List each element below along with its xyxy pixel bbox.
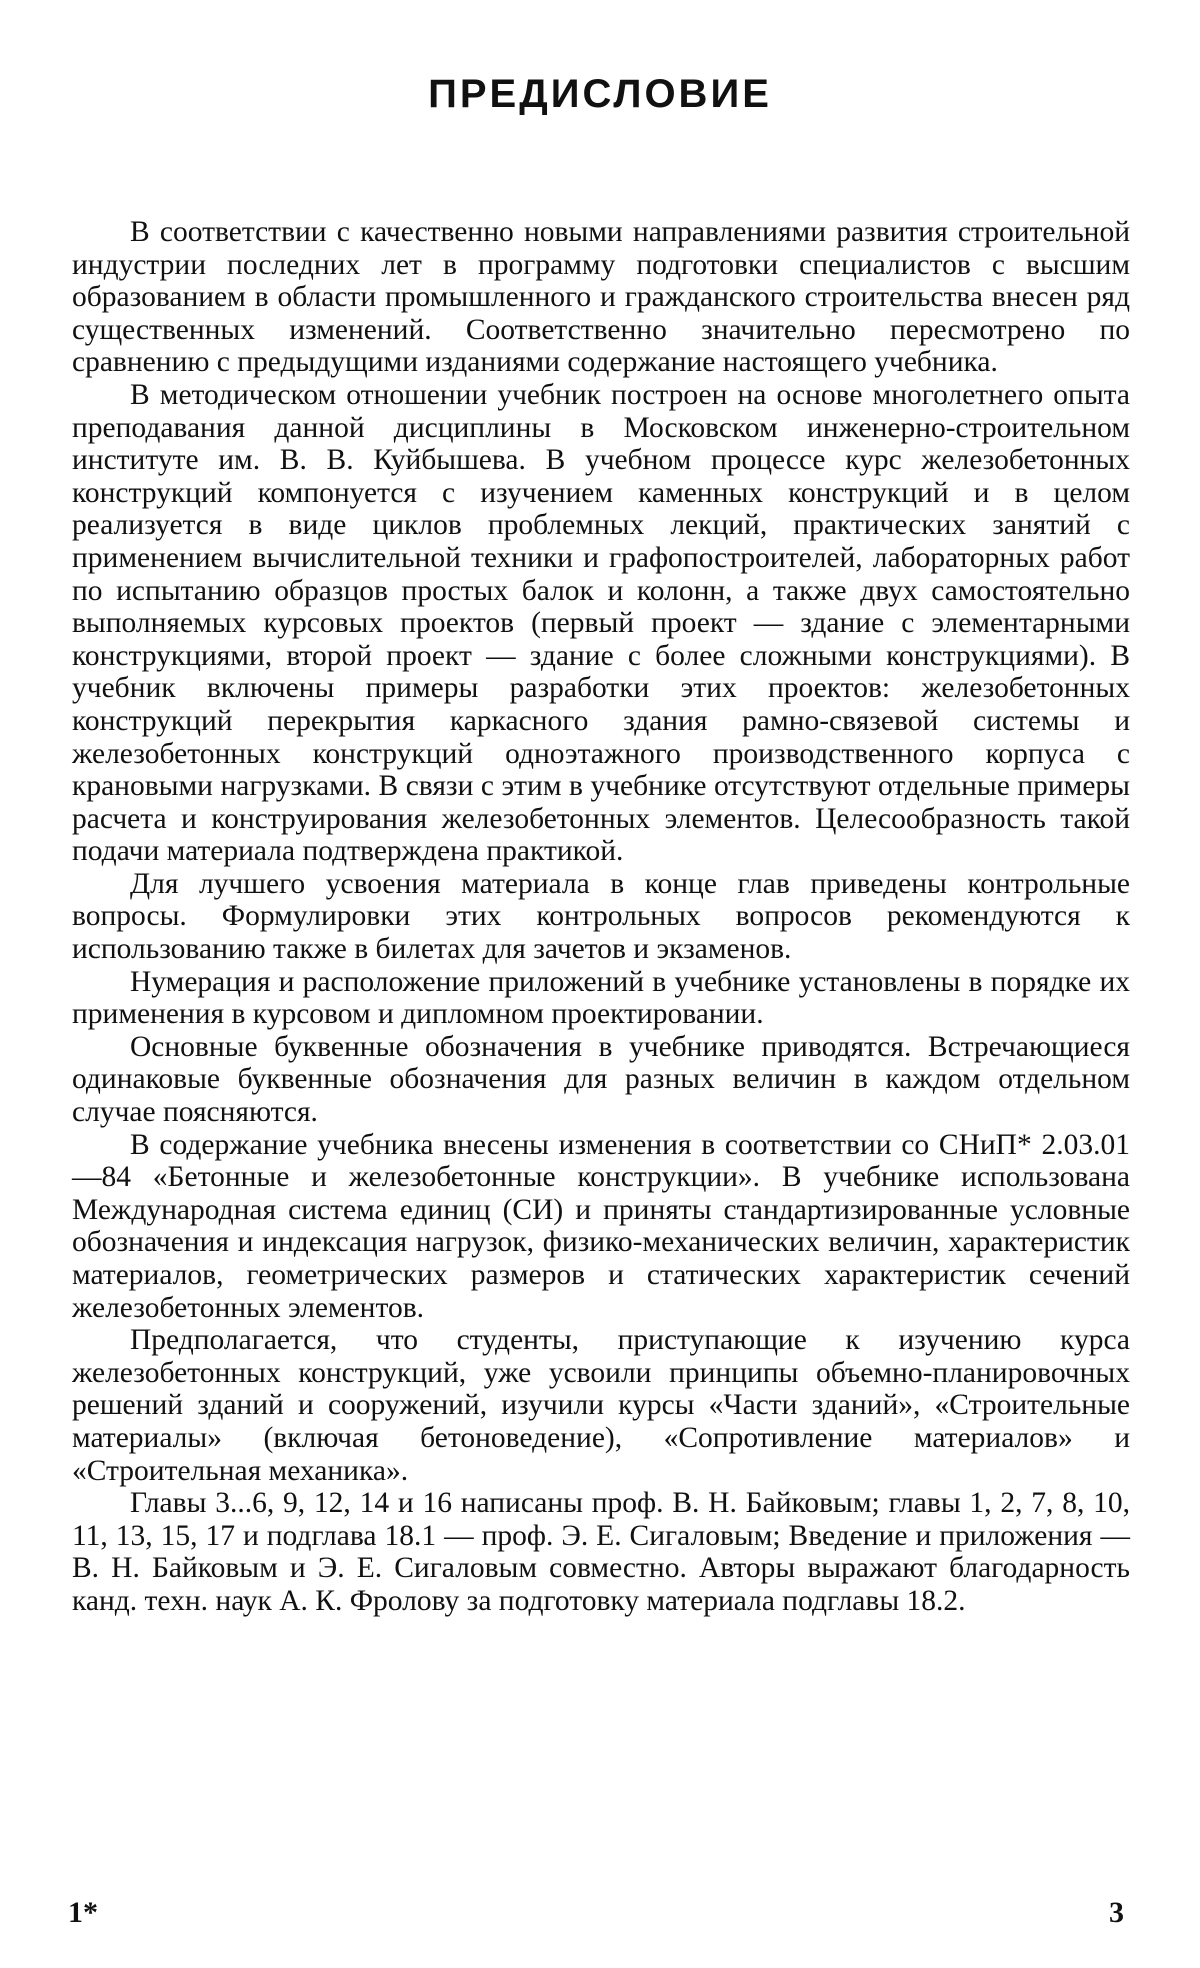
paragraph: В соответствии с качественно новыми направлениями развития строительной индустрии последних лет в программу подготовки специалистов с высшим образованием в области промышленного и гражданского строительства внесен ряд существенных изменений. Соответственно значительно пересмотрено по сравнению с предыдущими изданиями содержание настоящего учебника. xyxy=(72,216,1130,379)
paragraph: В содержание учебника внесены изменения в соответствии со СНиП* 2.03.01—84 «Бетонные и железобетонные конструкции». В учебнике использована Международная система единиц (СИ) и приняты стандартизированные условные обозначения и индексация нагрузок, физико-механических величин, характеристик материалов, геометрических размеров и статических характеристик сечений железобетонных элементов. xyxy=(72,1128,1130,1324)
paragraph: Основные буквенные обозначения в учебнике приводятся. Встречающиеся одинаковые буквенные обозначения для разных величин в каждом отдельном случае поясняются. xyxy=(72,1030,1130,1129)
paragraph: Нумерация и расположение приложений в учебнике установлены в порядке их применения в курсовом и дипломном проектировании. xyxy=(72,965,1130,1031)
preface-text xyxy=(72,216,1130,1618)
signature-mark: 1* xyxy=(68,1896,98,1929)
paragraph: В методическом отношении учебник построен на основе многолетнего опыта преподавания данной дисциплины в Московском инженерно-строительном институте им. В. В. Куйбышева. В учебном процессе курс железобетонных конструкций компонуется с изучением каменных конструкций и в целом реализуется в виде циклов проблемных лекций, практических занятий с применением вычислительной техники и графопостроителей, лабораторных работ по испытанию образцов простых балок и колонн, а также двух самостоятельно выполняемых курсовых проектов (первый проект — здание с элементарными конструкциями, второй проект — здание с более сложными конструкциями). В учебник включены примеры разработки этих проектов: железобетонных конструкций перекрытия каркасного здания рамно-связевой системы и железобетонных конструкций одноэтажного производственного корпуса с крановыми нагрузками. В связи с этим в учебнике отсутствуют отдельные примеры расчета и конструирования железобетонных элементов. Целесообразность такой подачи материала подтверждена практикой. xyxy=(72,378,1130,868)
paragraph: Предполагается, что студенты, приступающие к изучению курса железобетонных конструкций, уже усвоили принципы объемно-планировочных решений зданий и сооружений, изучили курсы «Части зданий», «Строительные материалы» (включая бетоноведение), «Сопротивление материалов» и «Строительная механика». xyxy=(72,1324,1130,1487)
paragraph: Для лучшего усвоения материала в конце глав приведены контрольные вопросы. Формулировки этих контрольных вопросов рекомендуются к использованию также в билетах для зачетов и экзаменов. xyxy=(72,867,1130,966)
paragraph: Главы 3...6, 9, 12, 14 и 16 написаны проф. В. Н. Байковым; главы 1, 2, 7, 8, 10, 11, 13, 15, 17 и подглава 18.1 — проф. Э. Е. Сигаловым; Введение и приложения — В. Н. Байковым и Э. Е. Сигаловым совместно. Авторы выражают благодарность канд. техн. наук А. К. Фролову за подготовку материала подглавы 18.2. xyxy=(72,1487,1130,1617)
page-title: ПРЕДИСЛОВИЕ xyxy=(428,72,772,116)
page-footer xyxy=(0,1896,1200,1936)
page-number: 3 xyxy=(1109,1896,1124,1929)
